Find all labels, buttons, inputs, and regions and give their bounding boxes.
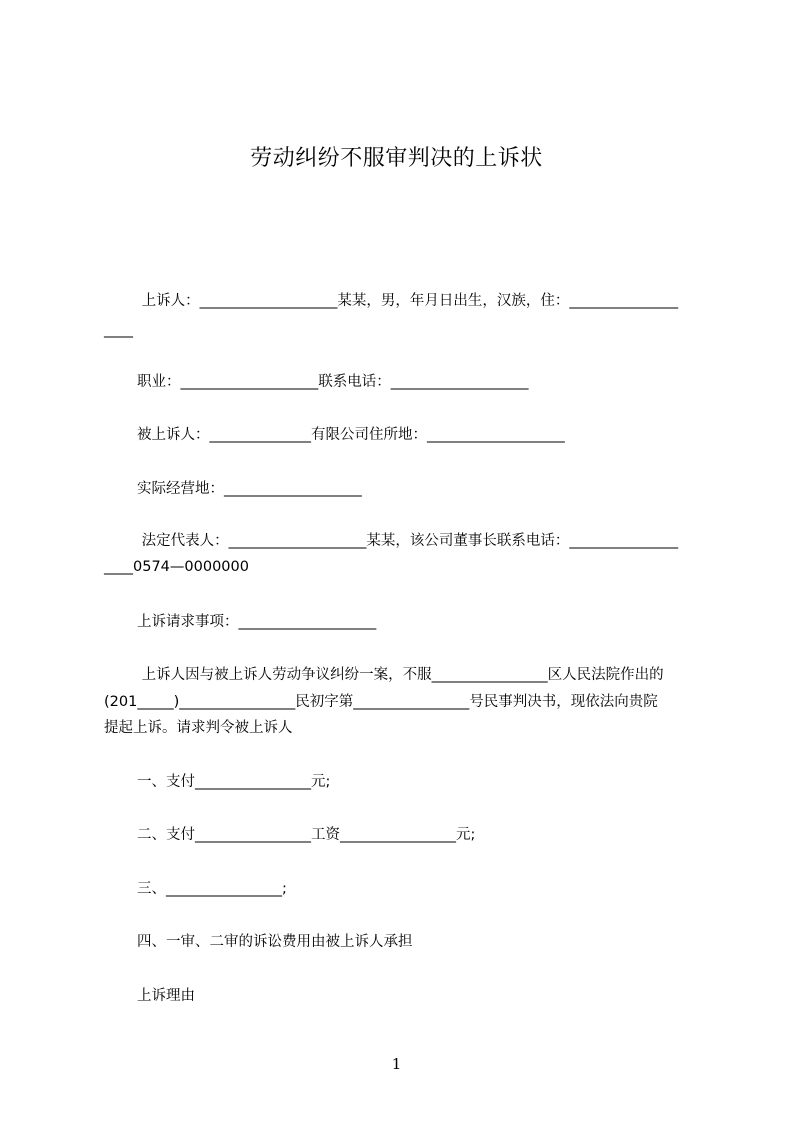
request-item-2: 二、支付________________工资________________元; [137, 827, 476, 843]
document-title: 劳动纠纷不服审判决的上诉状 [250, 146, 543, 171]
appellant-line: 上诉人：___________________某某，男，年月日出生，汉族，住：_______________ [137, 293, 679, 309]
appellant-line-continued: ____ [104, 322, 133, 338]
occupation-line: 职业：___________________联系电话：___________________ [137, 374, 529, 390]
request-item-3: 三、________________; [137, 881, 287, 897]
page-number: 1 [391, 1055, 402, 1073]
case-paragraph-line-1: 上诉人因与被上诉人劳动争议纠纷一案，不服________________区人民法院作出的 [137, 667, 664, 683]
legal-representative-line: 法定代表人：___________________某某，该公司董事长联系电话：_______________ [137, 533, 679, 549]
request-item-4: 四、一审、二审的诉讼费用由被上诉人承担 [137, 934, 413, 950]
legal-representative-line-continued: ____0574—0000000 [104, 559, 249, 575]
request-item-1: 一、支付________________元; [137, 774, 331, 790]
appellee-line: 被上诉人：______________有限公司住所地：___________________ [137, 427, 565, 443]
case-paragraph-line-2: (201_____)________________民初字第________________号民事判决书，现依法向贵院 [104, 694, 658, 710]
business-address-line: 实际经营地：___________________ [137, 481, 362, 497]
appeal-reasons-heading: 上诉理由 [137, 988, 195, 1004]
case-paragraph-line-3: 提起上诉。请求判令被上诉人 [104, 720, 293, 736]
appeal-requests-heading: 上诉请求事项：___________________ [137, 614, 377, 630]
